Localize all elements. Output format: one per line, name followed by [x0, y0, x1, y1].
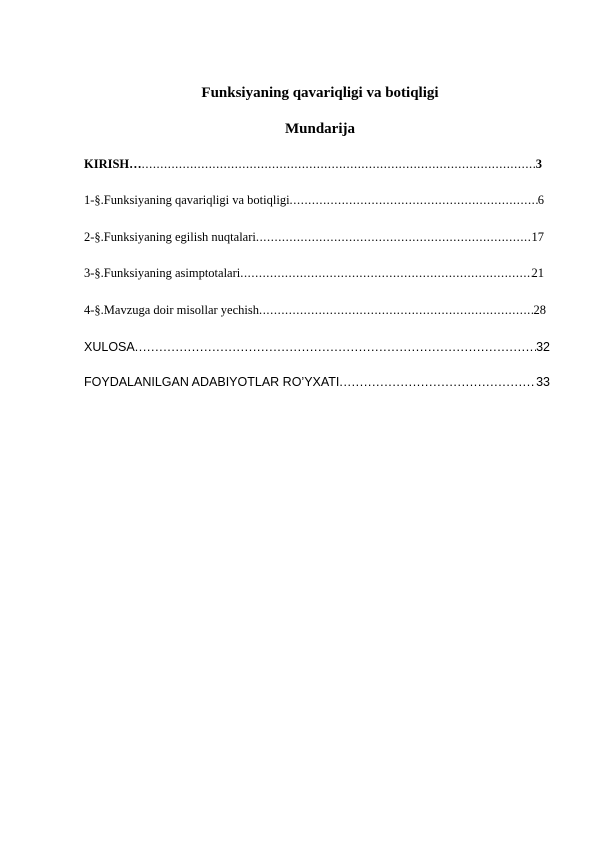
toc-entry-section-3[interactable]	[84, 265, 544, 281]
toc-dot-leader	[256, 229, 532, 245]
toc-entry-kirish[interactable]	[84, 156, 542, 172]
toc-dot-leader	[135, 339, 536, 355]
toc-entry-section-1[interactable]	[84, 192, 544, 208]
toc-entry-label: FOYDALANILGAN ADABIYOTLAR RO’YXATI	[84, 375, 340, 389]
toc-entry-label: 3-§.Funksiyaning asimptotalari	[84, 266, 241, 280]
toc-dot-leader	[339, 374, 536, 390]
toc-dot-leader	[259, 302, 534, 318]
toc-entry-label: XULOSA	[84, 340, 135, 354]
toc-entry-adabiyotlar[interactable]	[84, 374, 550, 390]
toc-entry-label: 2-§.Funksiyaning egilish nuqtalari	[84, 230, 256, 244]
toc-entry-page: 3	[535, 157, 542, 171]
toc-dot-leader	[240, 265, 531, 281]
toc-heading: Mundarija	[284, 121, 355, 137]
toc-entry-xulosa[interactable]	[84, 339, 550, 355]
toc-entry-page: 17	[531, 230, 544, 244]
toc-entry-page: 33	[536, 375, 550, 389]
toc-entry-section-2[interactable]	[84, 229, 544, 245]
toc-entry-label: 4-§.Mavzuga doir misollar yechish	[84, 303, 259, 317]
toc-entry-label: KIRISH…	[84, 157, 142, 171]
toc-dot-leader	[290, 192, 538, 208]
toc-entry-page: 28	[533, 303, 546, 317]
toc-entry-page: 21	[531, 266, 544, 280]
toc-entry-page: 6	[537, 193, 544, 207]
toc-entry-section-4[interactable]	[84, 302, 546, 318]
toc-entry-label: 1-§.Funksiyaning qavariqligi va botiqligi	[84, 193, 290, 207]
toc-entry-page: 32	[536, 340, 550, 354]
toc-dot-leader	[142, 156, 536, 172]
document-title: Funksiyaning qavariqligi va botiqligi	[201, 85, 439, 101]
